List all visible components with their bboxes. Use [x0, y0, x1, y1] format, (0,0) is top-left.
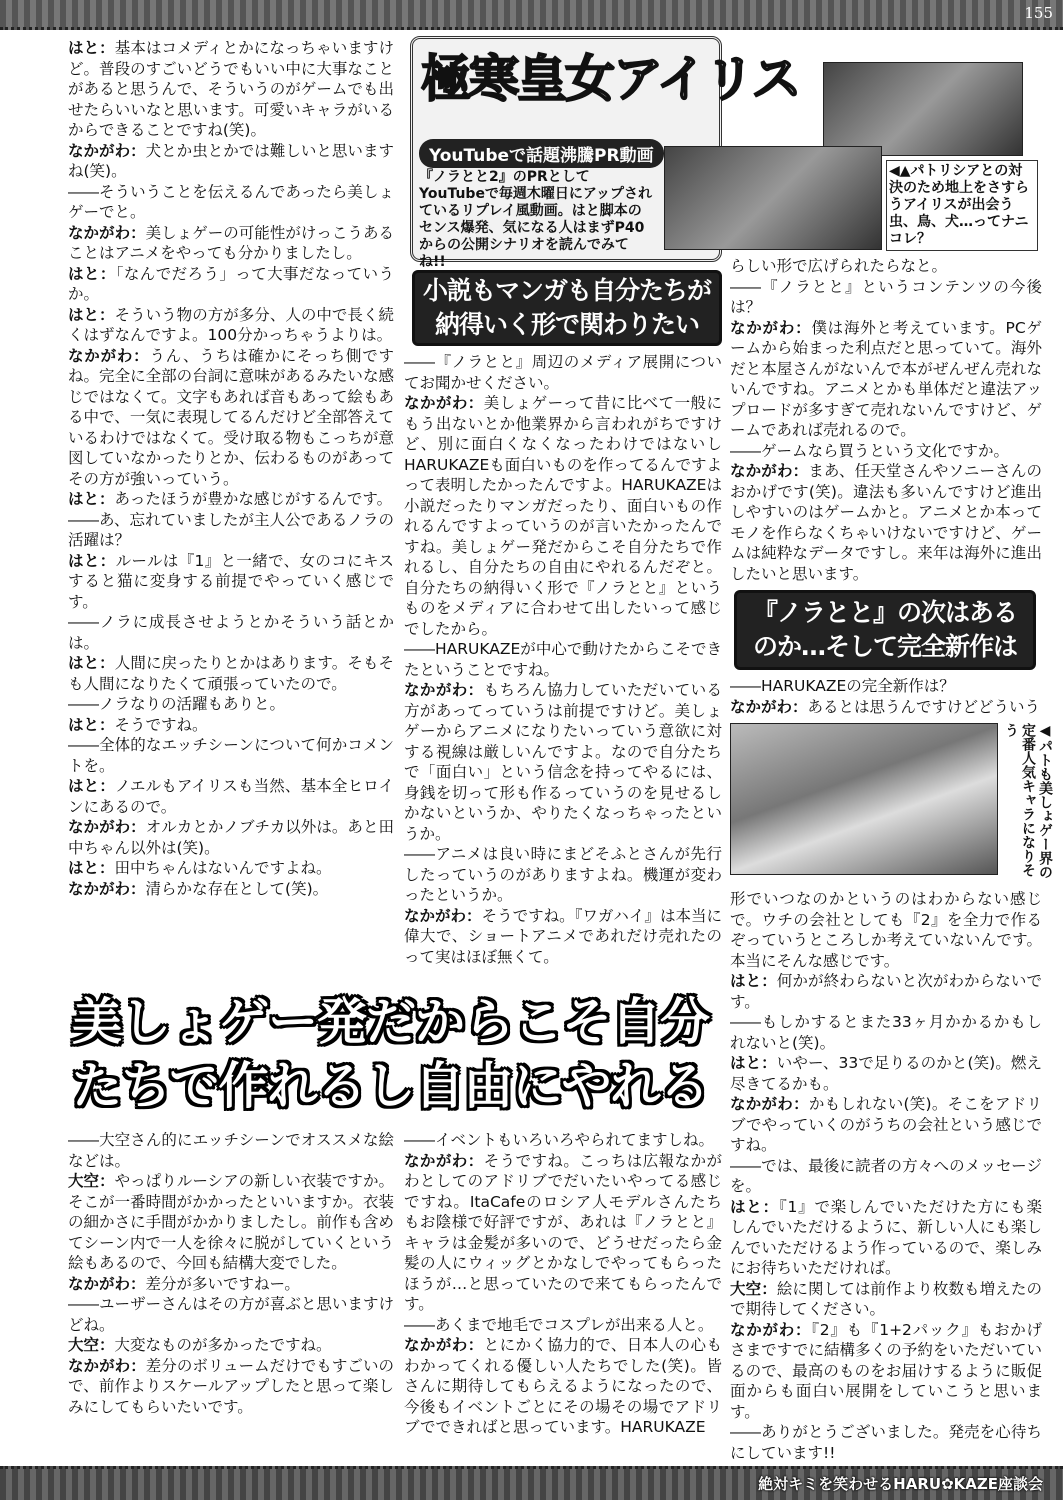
page-number: 155: [1024, 4, 1053, 22]
dialogue-paragraph: [404, 1130, 722, 1151]
interviewer-question: ――ノラに成長させようとかそういう話とかは。: [68, 613, 394, 652]
dialogue-text: 犬とか虫とかでは難しいと思いますね(笑)。: [68, 141, 394, 180]
interview-column-right-bottom: [730, 889, 1042, 1463]
dialogue-paragraph: [68, 694, 394, 715]
interviewer-question: らしい形で広げられたらなと。: [730, 257, 948, 275]
speaker-name: 大空：: [68, 1172, 115, 1190]
interviewer-question: ――あ、忘れていましたが主人公であるノラの活躍は？: [68, 510, 394, 549]
dialogue-paragraph: [730, 1053, 1042, 1094]
interviewer-question: ――HARUKAZEの完全新作は？: [730, 677, 955, 695]
dialogue-text: 何かが終わらないと次がわからないです。: [730, 972, 1042, 1011]
dialogue-paragraph: [730, 697, 1042, 718]
dialogue-paragraph: [68, 776, 394, 817]
dialogue-text: いやー、33で足りるのかと(笑)。燃え尽きてるかも。: [730, 1054, 1042, 1093]
section-headline: [72, 990, 722, 1118]
game-screenshot-iris: [823, 62, 1023, 156]
dialogue-paragraph: [730, 1422, 1042, 1463]
headline-line: たちで作れるし自由にやれる: [72, 1057, 709, 1115]
speaker-name: はと：: [730, 1197, 779, 1216]
dialogue-text: 『1』で楽しんでいただけた方にも楽しんでいただけるように、新しい人にも楽しんでいただけるよう作っているので、楽しみにお待ちいただければ。: [730, 1197, 1042, 1277]
interviewer-question: 形でいつなのかというのはわからない感じで。ウチの会社としても『2』を全力で作るぞっていうところしか考えていないんです。本当にそんな感じです。: [730, 890, 1042, 970]
footer-band: [0, 1466, 1063, 1500]
dialogue-paragraph: [404, 393, 722, 639]
interviewer-question: ――ありがとうございました。発売を心待ちにしています!!: [730, 1423, 1042, 1462]
dialogue-text: そうですね。: [114, 715, 208, 734]
dialogue-paragraph: [68, 346, 394, 490]
dialogue-text: 美しょゲーの可能性がけっこうあることはアニメをやっても分かりましたし。: [68, 223, 394, 262]
footer-title: 絶対キミを笑わせるHARU✿KAZE座談会: [758, 1475, 1043, 1493]
dialogue-paragraph: [730, 256, 1042, 277]
game-screenshot-bird: [664, 146, 882, 250]
dialogue-text: そうですね。こっちは広報なかがわとしてのアドリブでだいたいやってる感じですね。ItaCafeのロシア人モデルさんたちもお陰様で好評ですが、あれは『ノラとと』キャラは金髪が多いので、どうせだったら金髪の人にウィッグとかなしでやってもらったほうが…と思っていたので来てもらったんです。: [404, 1151, 722, 1313]
dialogue-text: もちろん協力していただいている方があってっていうは前提ですけど。美しょゲーからアニメになりたいっていう意欲に対する視線は厳しいんですよ。なので自分たちで「面白い」という信念を持ってやるには、身銭を切って形も作るっていうのを見せるしかないというか、やりたくなっちゃったというか。: [404, 681, 722, 843]
dialogue-paragraph: [68, 510, 394, 551]
speaker-name: はと：: [730, 1054, 777, 1072]
right-column: [730, 256, 1053, 1463]
interviewer-question: ――『ノラとと』周辺のメディア展開についてお聞かせください。: [404, 353, 722, 392]
dialogue-paragraph: [730, 971, 1042, 1012]
speaker-name: なかがわ：: [404, 681, 484, 699]
interviewer-question: ――ユーザーさんはその方が喜ぶと思いますけどね。: [68, 1295, 394, 1334]
dialogue-paragraph: [68, 1356, 394, 1418]
speaker-name: なかがわ：: [68, 346, 150, 365]
headline-line: 美しょゲー発だからこそ自分: [72, 993, 709, 1051]
dialogue-text: そうですね。『ワガハイ』は本当に偉大で、ショートアニメであれだけ売れたのって実はほぼ無くて。: [404, 906, 722, 966]
dialogue-paragraph: [730, 1279, 1042, 1320]
middle-column: [404, 270, 722, 967]
speaker-name: なかがわ：: [68, 223, 146, 242]
dialogue-text: あったほうが豊かな感じがするんです。: [114, 490, 393, 508]
speaker-name: なかがわ：: [730, 1320, 812, 1339]
dialogue-paragraph: [68, 653, 394, 694]
interview-column-middle-bottom: [404, 1130, 722, 1438]
dialogue-text: 人間に戻ったりとかはあります。そもそも人間になりたくて頑張っていたので。: [68, 654, 394, 693]
dialogue-paragraph: [68, 1171, 394, 1274]
dialogue-text: オルカとかノブチカ以外は。あと田中ちゃん以外は(笑)。: [68, 818, 394, 857]
dialogue-paragraph: [68, 141, 394, 182]
interviewer-question: ――もしかするとまた33ヶ月かかるかもしれないと(笑)。: [730, 1013, 1042, 1052]
dialogue-text: 基本はコメディとかになっちゃいますけど。普段のすごいどうでもいい中に大事なことがあると思うんで、そういうのがゲームでも出せたらいいなと思います。可愛いキャラがいるからできることですね(笑)。: [68, 39, 394, 139]
dialogue-paragraph: [404, 352, 722, 393]
dialogue-text: 清らかな存在として(笑)。: [145, 879, 329, 898]
speaker-name: なかがわ：: [730, 462, 809, 480]
dialogue-paragraph: [730, 461, 1042, 584]
feature-caption: ◀▲パトリシアとの対決のため地上をさすらうアイリスが出会う虫、鳥、犬…ってナニコレ？: [886, 160, 1038, 251]
dialogue-paragraph: [68, 305, 394, 346]
feature-title: 極寒皇女アイリス: [421, 50, 800, 108]
dialogue-paragraph: [68, 551, 394, 613]
photo-row: [730, 723, 1053, 883]
dialogue-paragraph: [404, 1335, 722, 1438]
feature-body: 『ノラとと2』のPRとしてYouTubeで毎週木曜日にアップされているリプレイ風動画。はと脚本のセンス爆発、気になる人はまずP40からの公開シナリオを読んでみてね!!: [419, 169, 652, 270]
speaker-name: 大空：: [68, 1336, 115, 1354]
dialogue-paragraph: [68, 1294, 394, 1335]
dialogue-paragraph: [730, 1012, 1042, 1053]
dialogue-paragraph: [68, 1130, 394, 1171]
interviewer-question: ――そういうことを伝えるんであったら美しょゲーでと。: [68, 182, 394, 221]
photo-caption: ◀パトも美しょゲー界の定番人気キャラになりそう: [1003, 723, 1053, 879]
section-heading-next: [734, 590, 1036, 670]
dialogue-paragraph: [68, 489, 394, 510]
dialogue-paragraph: [68, 612, 394, 653]
interviewer-question: ――では、最後に読者の方々へのメッセージを。: [730, 1156, 1042, 1195]
dialogue-paragraph: [404, 844, 722, 906]
interviewer-question: ――あくまで地毛でコスプレが出来る人と。: [404, 1315, 714, 1334]
dialogue-paragraph: [730, 676, 1042, 697]
header-band: [0, 0, 1063, 30]
dialogue-paragraph: [68, 38, 394, 141]
dialogue-text: 差分が多いですねー。: [145, 1274, 300, 1293]
dialogue-paragraph: [68, 858, 394, 879]
speaker-name: はと：: [68, 490, 115, 508]
interview-column-middle-top: [404, 352, 722, 967]
speaker-name: はと：: [68, 715, 115, 734]
heading-line: 『ノラとと』の次はある: [752, 598, 1017, 627]
dialogue-text: ノエルもアイリスも当然、基本全ヒロインにあるので。: [68, 777, 394, 816]
speaker-name: なかがわ：: [730, 318, 812, 337]
speaker-name: なかがわ：: [404, 1151, 484, 1170]
dialogue-text: 『2』も『1+2パック』もおかげさまですでに結構多くの予約をいただいているので、最高のものをお届けするように販促面からも面白い展開をしていこうと思います。: [730, 1320, 1042, 1421]
feature-subtitle: YouTubeで話題沸騰PR動画: [419, 139, 664, 168]
speaker-name: なかがわ：: [68, 1274, 146, 1293]
speaker-name: 大空：: [730, 1279, 777, 1298]
dialogue-paragraph: [730, 1094, 1042, 1156]
speaker-name: はと：: [68, 39, 115, 57]
dialogue-paragraph: [404, 906, 722, 968]
speaker-name: なかがわ：: [68, 818, 146, 836]
interviewer-question: ――イベントもいろいろやられてますしね。: [404, 1131, 715, 1149]
dialogue-paragraph: [68, 182, 394, 223]
heading-line: 納得いく形で関わりたい: [434, 310, 699, 339]
dialogue-paragraph: [404, 639, 722, 680]
speaker-name: はと：: [730, 972, 777, 990]
speaker-name: なかがわ：: [68, 141, 146, 160]
speaker-name: なかがわ：: [730, 1095, 809, 1113]
interview-column-left-top: [68, 38, 394, 899]
dialogue-paragraph: [68, 1274, 394, 1295]
dialogue-text: 絵に関しては前作より枚数も増えたので期待してください。: [730, 1279, 1042, 1318]
speaker-name: はと：: [68, 305, 115, 324]
interviewer-question: ――HARUKAZEが中心で動けたからこそできたということですね。: [404, 640, 722, 679]
interviewer-question: ――大空さん的にエッチシーンでオススメな絵などは。: [68, 1131, 394, 1170]
dialogue-text: ルールは『1』と一緒で、女のコにキスすると猫に変身する前提でやっていく感じです。: [68, 551, 394, 611]
dialogue-paragraph: [730, 1320, 1042, 1423]
speaker-name: はと：: [68, 551, 116, 570]
dialogue-text: かもしれない(笑)。そこをアドリブでやっていくのがうちの会社という感じですね。: [730, 1095, 1042, 1154]
group-illustration: [730, 723, 998, 875]
dialogue-text: 田中ちゃんはないんですよね。: [114, 859, 332, 877]
speaker-name: なかがわ：: [404, 394, 484, 412]
dialogue-paragraph: [68, 817, 394, 858]
heading-line: 小説もマンガも自分たちが: [422, 276, 711, 305]
dialogue-paragraph: [68, 879, 394, 900]
interviewer-question: ――『ノラとと』というコンテンツの今後は？: [730, 277, 1042, 316]
dialogue-paragraph: [730, 889, 1042, 971]
dialogue-text: そういう物の方が多分、人の中で長く続くはずなんですよ。100分かっちゃうよりは。: [68, 305, 394, 344]
dialogue-text: 大変なものが多かったですね。: [114, 1336, 332, 1354]
dialogue-text: とにかく協力的で、日本人の心もわかってくれる優しい人たちでした(笑)。皆さんに期待してもらえるようになったので、今後もイベントごとにその場その場でアドリブでできればと思っています。HARUKAZE: [404, 1336, 722, 1436]
interview-column-right-top: [730, 256, 1042, 584]
section-heading-media: [412, 270, 722, 346]
dialogue-paragraph: [404, 1151, 722, 1315]
dialogue-text: 差分のボリュームだけでもすごいので、前作よりスケールアップしたと思って楽しみにしてもらいたいです。: [68, 1356, 394, 1416]
dialogue-paragraph: [68, 1335, 394, 1356]
dialogue-text: 僕は海外と考えています。PCゲームから始まった利点だと思っていて。海外だと本屋さんがないんで本がぜんぜん売れないんですね。アニメとかも単体だと違法アップロードが多すぎて売れないんですけど、ゲームであれば売れるので。: [730, 318, 1042, 439]
speaker-name: はと：: [68, 654, 115, 672]
speaker-name: なかがわ：: [404, 906, 482, 925]
dialogue-paragraph: [68, 735, 394, 776]
dialogue-paragraph: [730, 1197, 1042, 1279]
dialogue-paragraph: [730, 277, 1042, 318]
dialogue-paragraph: [730, 1156, 1042, 1197]
speaker-name: はと：: [68, 264, 116, 283]
dialogue-paragraph: [404, 680, 722, 844]
interviewer-question: ――ゲームなら買うという文化ですか。: [730, 441, 1010, 460]
speaker-name: なかがわ：: [730, 697, 808, 716]
heading-line: のか…そして完全新作は: [752, 632, 1017, 661]
interviewer-question: ――全体的なエッチシーンについて何かコメントを。: [68, 736, 394, 775]
interviewer-question: ――アニメは良い時にまどそふとさんが先行したっていうのがありますよね。機運が変わったというか。: [404, 845, 722, 904]
dialogue-paragraph: [404, 1315, 722, 1336]
dialogue-paragraph: [730, 441, 1042, 462]
dialogue-paragraph: [68, 264, 394, 305]
speaker-name: なかがわ：: [68, 1356, 146, 1375]
speaker-name: はと：: [68, 777, 116, 795]
dialogue-paragraph: [68, 715, 394, 736]
dialogue-text: まあ、任天堂さんやソニーさんのおかげです(笑)。違法も多いんですけど進出しやすいのはゲームかと。アニメとか本ってモノを作らなくちゃいけないですけど、ゲームは純粋なデータですし。来年は海外に進出したいと思います。: [730, 462, 1042, 583]
dialogue-text: あるとは思うんですけどどういう: [807, 697, 1041, 716]
dialogue-text: うん、うちは確かにそっち側ですね。完全に全部の台詞に意味があるみたいな感じではなくて。文字もあれば音もあって絵もある中で、一気に表現してるんだけど全部答えているわけではなくて。受け取る物もこっちが意図していなかったりとか、伝わるものがあってその方が強いっていう。: [68, 346, 394, 488]
interview-column-right-mid: [730, 676, 1042, 717]
dialogue-text: 美しょゲーって昔に比べて一般にもう出ないとか他業界から言われがちですけど、別に面白くなくなったわけではないしHARUKAZEも面白いものを作ってるんですよって表明したかったんですよ。HARUKAZEは小説だったりマンガだったり、面白いもの作れるんですよっていうのが言いたかったんですね。美しょゲー発だからこそ自分たちで作れるし、自分たちの自由にやれるんだぞと。自分たちの納得いく形で『ノラとと』というものをメディアに合わせて出したいって感じでしたから。: [404, 394, 722, 638]
dialogue-paragraph: [730, 318, 1042, 441]
dialogue-text: やっぱりルーシアの新しい衣装ですか。そこが一番時間がかかったといいますか。衣装の細かさに手間がかかりましたし。前作も含めてシーン内で一人を徐々に脱がしていくという絵もあるので、今回も結構大変でした。: [68, 1172, 394, 1272]
dialogue-paragraph: [68, 223, 394, 264]
speaker-name: はと：: [68, 859, 115, 877]
speaker-name: なかがわ：: [68, 879, 146, 898]
interviewer-question: ――ノラなりの活躍もありと。: [68, 695, 286, 713]
dialogue-text: 「なんでだろう」って大事だなっていうか。: [68, 264, 394, 303]
interview-column-left-bottom: [68, 1130, 394, 1417]
speaker-name: なかがわ：: [404, 1336, 484, 1354]
